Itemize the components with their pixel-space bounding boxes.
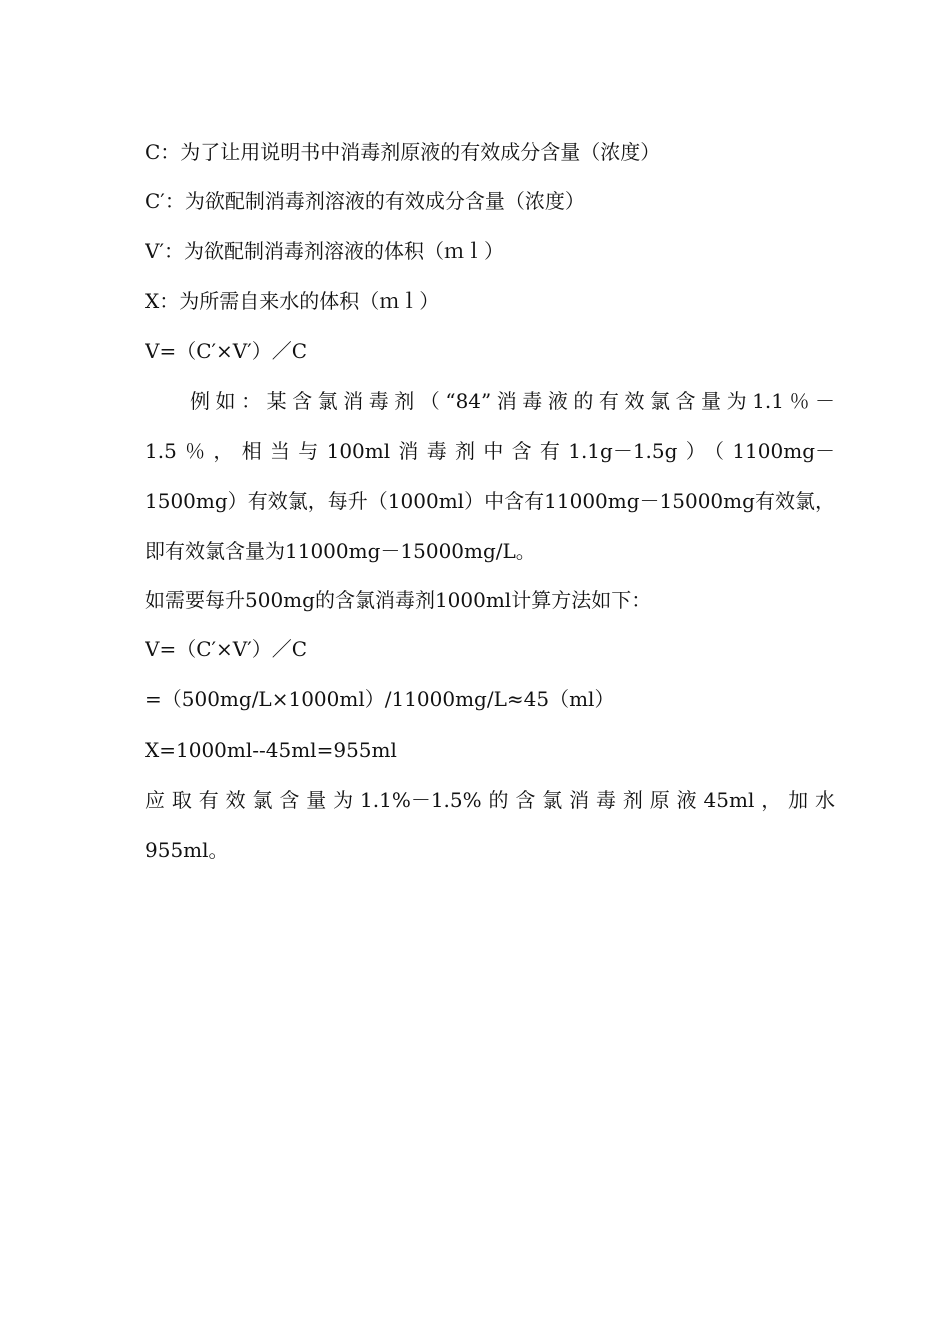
calc-step-v: =（500mg/L×1000ml）/11000mg/L≈45（ml） — [145, 687, 615, 711]
conclusion-line-1: 应取有效氯含量为1.1%－1.5%的含氯消毒剂原液45ml，加水 — [145, 788, 835, 812]
formula: V=（C′×V′）／C — [145, 339, 308, 363]
example-line-1: 例如：某含氯消毒剂（“84”消毒液的有效氯含量为1.1％－ — [190, 389, 835, 413]
definition-c: C：为了让用说明书中消毒剂原液的有效成分含量（浓度） — [145, 140, 661, 164]
calc-step-formula: V=（C′×V′）／C — [145, 637, 308, 661]
conclusion-line-2: 955ml。 — [145, 838, 229, 862]
example-line-2: 1.5％，相当与100ml消毒剂中含有1.1g－1.5g）（1100mg－ — [145, 439, 835, 463]
calc-step-x: X=1000ml--45ml=955ml — [145, 738, 397, 762]
example-line-4: 即有效氯含量为11000mg－15000mg/L。 — [145, 539, 536, 563]
definition-x: X：为所需自来水的体积（ｍｌ） — [145, 289, 440, 313]
example-line-3: 1500mg）有效氯，每升（1000ml）中含有11000mg－15000mg有效氯， — [145, 489, 835, 513]
calc-intro: 如需要每升500mg的含氯消毒剂1000ml计算方法如下： — [145, 588, 652, 612]
definition-c-prime: C′：为欲配制消毒剂溶液的有效成分含量（浓度） — [145, 189, 585, 213]
definition-v-prime: V′：为欲配制消毒剂溶液的体积（ｍｌ） — [145, 239, 504, 263]
